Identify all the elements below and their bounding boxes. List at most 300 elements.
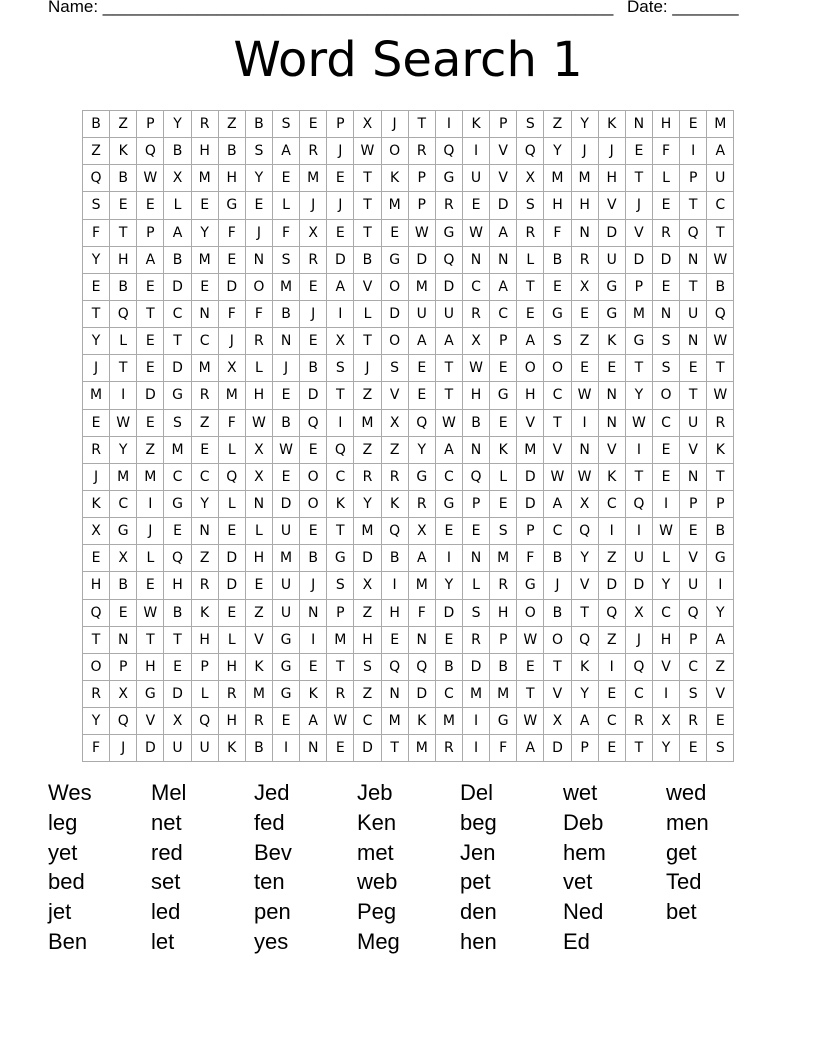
grid-cell: W (354, 138, 381, 165)
grid-cell: E (83, 545, 110, 572)
grid-cell: F (246, 301, 273, 328)
grid-cell: J (83, 355, 110, 382)
grid-cell: X (544, 708, 571, 735)
grid-cell: O (300, 491, 327, 518)
grid-cell: T (354, 165, 381, 192)
grid-cell: S (382, 355, 409, 382)
word-list-item: Meg (357, 928, 400, 954)
grid-cell: J (300, 192, 327, 219)
page-title: Word Search 1 (233, 32, 583, 88)
grid-cell: X (463, 328, 490, 355)
grid-cell: X (219, 355, 246, 382)
grid-cell: X (382, 410, 409, 437)
grid-cell: V (653, 654, 680, 681)
grid-cell: N (273, 328, 300, 355)
grid-cell: F (83, 220, 110, 247)
grid-cell: D (490, 192, 517, 219)
word-list-item: Del (460, 780, 494, 805)
grid-cell: M (300, 165, 327, 192)
grid-cell: X (300, 220, 327, 247)
word-list-item: fed (254, 809, 285, 835)
grid-cell: K (490, 437, 517, 464)
grid-cell: H (653, 627, 680, 654)
grid-cell: A (490, 220, 517, 247)
grid-cell: H (599, 165, 626, 192)
grid-cell: P (680, 165, 707, 192)
grid-cell: A (164, 220, 191, 247)
grid-cell: M (409, 735, 436, 762)
grid-cell: H (463, 382, 490, 409)
grid-cell: E (273, 165, 300, 192)
grid-cell: D (273, 491, 300, 518)
grid-cell: D (164, 355, 191, 382)
grid-cell: R (83, 437, 110, 464)
grid-cell: E (653, 192, 680, 219)
grid-cell: Y (653, 735, 680, 762)
grid-cell: I (382, 572, 409, 599)
word-list-item: leg (48, 809, 78, 835)
grid-cell: P (192, 654, 219, 681)
grid-cell: F (490, 735, 517, 762)
grid-cell: J (599, 138, 626, 165)
grid-cell: T (707, 464, 734, 491)
grid-cell: M (436, 708, 463, 735)
grid-cell: Z (354, 681, 381, 708)
grid-cell: F (83, 735, 110, 762)
grid-cell: T (572, 600, 599, 627)
grid-cell: S (517, 111, 544, 138)
word-list-item: wed (666, 780, 707, 805)
grid-cell: Y (626, 382, 653, 409)
grid-cell: R (83, 681, 110, 708)
grid-cell: S (354, 654, 381, 681)
grid-cell: Q (436, 138, 463, 165)
grid-cell: M (409, 274, 436, 301)
grid-cell: U (463, 165, 490, 192)
grid-cell: B (463, 410, 490, 437)
grid-cell: L (246, 355, 273, 382)
grid-cell: A (327, 274, 354, 301)
grid-cell: H (246, 545, 273, 572)
grid-cell: U (273, 518, 300, 545)
grid-cell: T (517, 681, 544, 708)
grid-cell: N (463, 437, 490, 464)
grid-cell: E (599, 681, 626, 708)
grid-cell: T (409, 111, 436, 138)
grid-cell: G (626, 328, 653, 355)
grid-cell: D (137, 735, 164, 762)
grid-cell: E (192, 192, 219, 219)
grid-cell: W (653, 518, 680, 545)
grid-cell: C (626, 681, 653, 708)
grid-cell: H (110, 247, 137, 274)
grid-cell: U (409, 301, 436, 328)
grid-cell: F (517, 545, 544, 572)
grid-cell: T (327, 382, 354, 409)
grid-cell: N (626, 111, 653, 138)
grid-cell: J (300, 301, 327, 328)
grid-cell: D (409, 247, 436, 274)
grid-cell: J (300, 572, 327, 599)
grid-cell: L (246, 518, 273, 545)
grid-cell: E (300, 274, 327, 301)
grid-cell: D (599, 572, 626, 599)
grid-cell: Z (599, 545, 626, 572)
grid-cell: Y (83, 328, 110, 355)
grid-cell: D (219, 545, 246, 572)
grid-cell: B (273, 301, 300, 328)
grid-cell: A (544, 491, 571, 518)
grid-cell: I (626, 437, 653, 464)
grid-cell: U (680, 410, 707, 437)
grid-cell: T (707, 355, 734, 382)
grid-cell: W (463, 220, 490, 247)
grid-cell: C (707, 192, 734, 219)
grid-cell: J (110, 735, 137, 762)
grid-cell: T (382, 735, 409, 762)
grid-cell: Y (83, 247, 110, 274)
grid-cell: Z (83, 138, 110, 165)
grid-cell: T (626, 735, 653, 762)
grid-cell: P (680, 627, 707, 654)
grid-cell: R (246, 328, 273, 355)
grid-cell: T (83, 627, 110, 654)
grid-cell: L (490, 464, 517, 491)
grid-cell: B (110, 165, 137, 192)
grid-cell: Y (110, 437, 137, 464)
grid-cell: G (137, 681, 164, 708)
grid-cell: D (626, 247, 653, 274)
grid-cell: C (599, 491, 626, 518)
grid-cell: N (192, 518, 219, 545)
grid-cell: V (572, 572, 599, 599)
grid-cell: H (382, 600, 409, 627)
grid-cell: D (436, 274, 463, 301)
grid-cell: E (463, 518, 490, 545)
grid-cell: U (273, 600, 300, 627)
grid-cell: M (219, 382, 246, 409)
grid-cell: C (164, 301, 191, 328)
grid-cell: I (463, 138, 490, 165)
grid-cell: S (653, 328, 680, 355)
grid-cell: G (164, 491, 191, 518)
grid-cell: B (164, 600, 191, 627)
word-list-item: Wes (48, 780, 92, 805)
grid-cell: A (436, 328, 463, 355)
grid-cell: X (653, 708, 680, 735)
grid-cell: D (599, 220, 626, 247)
word-list-item: Deb (563, 809, 604, 835)
grid-cell: W (436, 410, 463, 437)
grid-cell: S (83, 192, 110, 219)
grid-cell: E (137, 410, 164, 437)
grid-cell: Q (599, 600, 626, 627)
grid-cell: N (246, 247, 273, 274)
grid-cell: O (300, 464, 327, 491)
grid-cell: P (490, 111, 517, 138)
grid-cell: Y (164, 111, 191, 138)
grid-cell: P (490, 328, 517, 355)
word-list-item: let (151, 928, 175, 954)
grid-cell: A (436, 437, 463, 464)
grid-cell: E (382, 627, 409, 654)
grid-cell: I (599, 654, 626, 681)
grid-cell: E (192, 437, 219, 464)
grid-cell: T (626, 464, 653, 491)
grid-cell: P (409, 165, 436, 192)
grid-cell: M (572, 165, 599, 192)
grid-cell: T (626, 355, 653, 382)
grid-cell: E (707, 708, 734, 735)
grid-cell: C (327, 464, 354, 491)
grid-cell: E (327, 165, 354, 192)
grid-cell: I (273, 735, 300, 762)
grid-cell: G (409, 464, 436, 491)
grid-cell: U (707, 165, 734, 192)
grid-cell: K (599, 464, 626, 491)
word-list-item: hem (563, 839, 606, 865)
grid-cell: V (517, 410, 544, 437)
grid-cell: X (164, 165, 191, 192)
grid-cell: G (436, 165, 463, 192)
grid-cell: W (327, 708, 354, 735)
grid-cell: E (653, 274, 680, 301)
grid-cell: N (382, 681, 409, 708)
grid-cell: P (327, 600, 354, 627)
grid-cell: S (327, 572, 354, 599)
grid-cell: C (436, 464, 463, 491)
grid-cell: J (83, 464, 110, 491)
grid-cell: E (599, 735, 626, 762)
word-list-item: Mel (151, 780, 187, 805)
grid-cell: Q (327, 437, 354, 464)
grid-cell: X (626, 600, 653, 627)
grid-cell: R (409, 491, 436, 518)
grid-cell: L (137, 545, 164, 572)
grid-cell: G (436, 491, 463, 518)
grid-cell: Z (137, 437, 164, 464)
grid-cell: W (707, 328, 734, 355)
grid-cell: A (300, 708, 327, 735)
grid-cell: W (707, 247, 734, 274)
grid-cell: E (137, 192, 164, 219)
grid-cell: S (707, 735, 734, 762)
grid-cell: R (300, 138, 327, 165)
grid-cell: P (409, 192, 436, 219)
grid-cell: B (707, 518, 734, 545)
grid-cell: E (273, 464, 300, 491)
grid-cell: E (300, 654, 327, 681)
grid-cell: J (246, 220, 273, 247)
word-list-item: pen (254, 899, 291, 925)
grid-cell: Z (110, 111, 137, 138)
grid-cell: I (707, 572, 734, 599)
grid-cell: J (273, 355, 300, 382)
grid-cell: V (490, 165, 517, 192)
grid-cell: E (327, 220, 354, 247)
grid-cell: O (83, 654, 110, 681)
grid-cell: H (137, 654, 164, 681)
grid-cell: L (273, 192, 300, 219)
grid-cell: E (192, 274, 219, 301)
grid-cell: G (517, 572, 544, 599)
grid-cell: Z (354, 600, 381, 627)
grid-cell: Q (164, 545, 191, 572)
grid-cell: U (680, 572, 707, 599)
grid-cell: C (354, 708, 381, 735)
grid-cell: M (192, 247, 219, 274)
grid-cell: W (273, 437, 300, 464)
grid-cell: Q (409, 410, 436, 437)
grid-cell: E (110, 192, 137, 219)
grid-cell: N (110, 627, 137, 654)
grid-cell: M (110, 464, 137, 491)
grid-cell: Q (83, 165, 110, 192)
grid-cell: T (137, 627, 164, 654)
grid-cell: D (436, 600, 463, 627)
grid-cell: Q (382, 654, 409, 681)
grid-cell: T (436, 382, 463, 409)
grid-cell: Q (300, 410, 327, 437)
grid-cell: V (626, 220, 653, 247)
grid-cell: X (110, 681, 137, 708)
grid-cell: B (354, 247, 381, 274)
grid-cell: V (680, 437, 707, 464)
grid-cell: P (626, 274, 653, 301)
grid-cell: Z (572, 328, 599, 355)
grid-cell: H (653, 111, 680, 138)
grid-cell: R (246, 708, 273, 735)
grid-cell: L (219, 437, 246, 464)
grid-cell: C (653, 410, 680, 437)
grid-cell: A (517, 735, 544, 762)
grid-cell: I (626, 518, 653, 545)
grid-cell: P (137, 220, 164, 247)
letter-grid (82, 110, 734, 762)
grid-cell: A (137, 247, 164, 274)
grid-cell: T (110, 355, 137, 382)
grid-cell: J (382, 111, 409, 138)
grid-cell: R (192, 382, 219, 409)
grid-cell: S (273, 111, 300, 138)
grid-cell: Q (219, 464, 246, 491)
grid-cell: D (463, 654, 490, 681)
grid-cell: F (653, 138, 680, 165)
grid-cell: E (273, 382, 300, 409)
grid-cell: X (572, 274, 599, 301)
grid-cell: K (327, 491, 354, 518)
grid-cell: B (544, 600, 571, 627)
grid-cell: G (219, 192, 246, 219)
grid-cell: K (572, 654, 599, 681)
grid-cell: F (219, 301, 246, 328)
grid-cell: L (653, 545, 680, 572)
grid-cell: E (463, 192, 490, 219)
grid-cell: S (327, 355, 354, 382)
grid-cell: L (653, 165, 680, 192)
grid-cell: D (219, 572, 246, 599)
word-list-item: pet (460, 869, 491, 895)
grid-cell: T (164, 627, 191, 654)
grid-cell: W (246, 410, 273, 437)
grid-cell: S (653, 355, 680, 382)
grid-cell: Y (409, 437, 436, 464)
word-list-item: Jed (254, 780, 290, 805)
grid-cell: N (680, 247, 707, 274)
grid-cell: T (83, 301, 110, 328)
grid-cell: E (246, 572, 273, 599)
word-list-item: red (151, 839, 183, 865)
grid-cell: W (626, 410, 653, 437)
grid-cell: V (707, 681, 734, 708)
grid-cell: H (219, 708, 246, 735)
grid-cell: Q (707, 301, 734, 328)
grid-cell: G (599, 301, 626, 328)
grid-cell: M (137, 464, 164, 491)
grid-cell: W (463, 355, 490, 382)
grid-cell: M (626, 301, 653, 328)
grid-cell: H (192, 627, 219, 654)
grid-cell: O (382, 328, 409, 355)
grid-cell: E (680, 111, 707, 138)
grid-cell: G (273, 654, 300, 681)
grid-cell: H (354, 627, 381, 654)
grid-cell: F (273, 220, 300, 247)
grid-cell: S (680, 681, 707, 708)
grid-cell: Y (246, 165, 273, 192)
grid-cell: T (137, 301, 164, 328)
grid-cell: E (409, 355, 436, 382)
grid-cell: G (164, 382, 191, 409)
grid-cell: Y (707, 600, 734, 627)
grid-cell: V (544, 437, 571, 464)
grid-cell: L (219, 491, 246, 518)
word-list-item: Bev (254, 839, 292, 865)
grid-cell: R (490, 572, 517, 599)
word-list-item (666, 929, 769, 959)
grid-cell: M (463, 681, 490, 708)
grid-cell: Q (626, 654, 653, 681)
grid-cell: M (164, 437, 191, 464)
grid-cell: X (164, 708, 191, 735)
grid-cell: O (544, 355, 571, 382)
grid-cell: M (273, 545, 300, 572)
grid-cell: R (300, 247, 327, 274)
grid-cell: N (490, 247, 517, 274)
word-list-item: bet (666, 899, 697, 925)
word-list-item: vet (563, 869, 593, 895)
grid-cell: T (354, 328, 381, 355)
grid-cell: M (354, 410, 381, 437)
grid-cell: S (246, 138, 273, 165)
grid-cell: M (707, 111, 734, 138)
word-list-item: beg (460, 809, 497, 835)
grid-cell: I (463, 735, 490, 762)
word-list-item: yes (254, 928, 289, 954)
grid-cell: W (707, 382, 734, 409)
grid-cell: T (354, 192, 381, 219)
grid-cell: Z (354, 382, 381, 409)
word-list-item: den (460, 899, 497, 925)
grid-cell: T (327, 654, 354, 681)
word-list-item: web (357, 869, 398, 895)
grid-cell: R (436, 735, 463, 762)
grid-cell: G (707, 545, 734, 572)
grid-cell: T (544, 654, 571, 681)
grid-cell: E (544, 274, 571, 301)
grid-cell: C (463, 274, 490, 301)
grid-cell: E (680, 518, 707, 545)
